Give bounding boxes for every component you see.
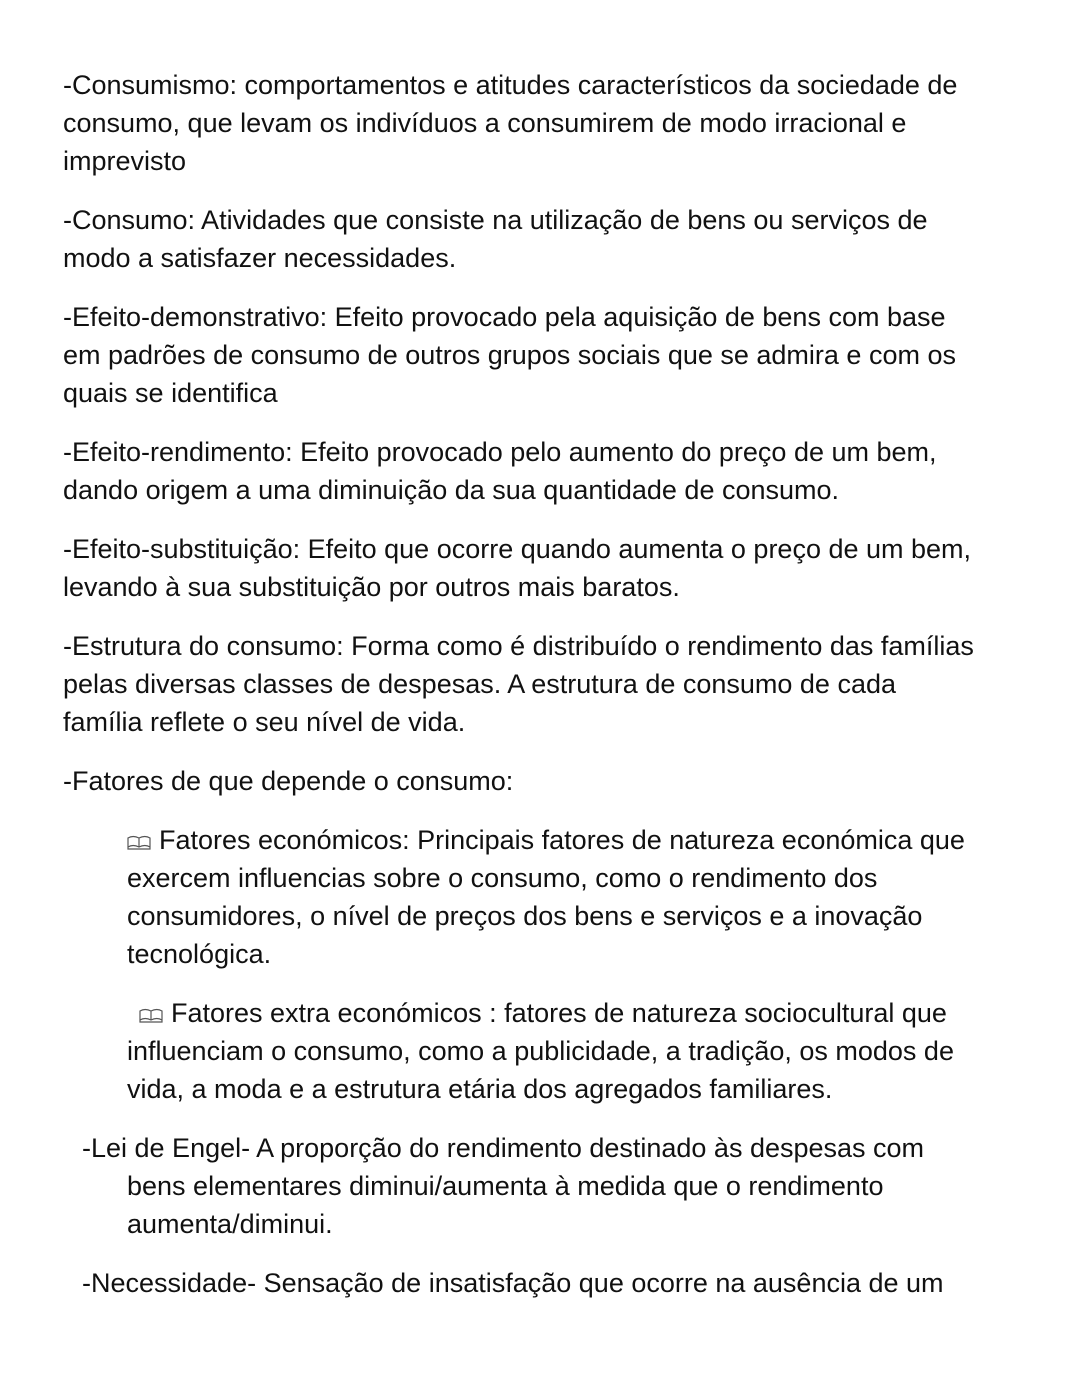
open-book-icon: [139, 1007, 163, 1023]
bullet-text: Fatores extra económicos : fatores de natureza sociocultural que: [171, 998, 947, 1028]
paragraph-line: modo a satisfazer necessidades.: [63, 243, 457, 273]
document-body: [63, 66, 1053, 1323]
paragraph-line: consumo, que levam os indivíduos a consumirem de modo irracional e: [63, 108, 907, 138]
bullet-text: exercem influencias sobre o consumo, como o rendimento dos: [127, 863, 878, 893]
definition-paragraph: [63, 298, 1053, 412]
paragraph-engel-law: [63, 1129, 1053, 1243]
bullet-text: vida, a moda e a estrutura etária dos agregados familiares.: [127, 1074, 833, 1104]
paragraph-line: -Consumo: Atividades que consiste na utilização de bens ou serviços de: [63, 205, 928, 235]
paragraph-line: -Consumismo: comportamentos e atitudes característicos da sociedade de: [63, 70, 958, 100]
paragraph-line: -Efeito-substituição: Efeito que ocorre quando aumenta o preço de um bem,: [63, 534, 972, 564]
paragraph-line: aumenta/diminui.: [127, 1209, 333, 1239]
paragraph-line: imprevisto: [63, 146, 187, 176]
definition-paragraph: [63, 433, 1053, 509]
paragraph-line: -Efeito-demonstrativo: Efeito provocado pela aquisição de bens com base: [63, 302, 946, 332]
paragraph-line: -Efeito-rendimento: Efeito provocado pelo aumento do preço de um bem,: [63, 437, 937, 467]
bullet-extra-economic-factors: [63, 994, 1053, 1108]
paragraph-line: quais se identifica: [63, 378, 278, 408]
definition-paragraph: [63, 530, 1053, 606]
paragraph-line: -Lei de Engel- A proporção do rendimento destinado às despesas com: [82, 1133, 925, 1163]
definition-paragraph: [63, 762, 1053, 800]
paragraph-line: pelas diversas classes de despesas. A estrutura de consumo de cada: [63, 669, 896, 699]
paragraph-line: família reflete o seu nível de vida.: [63, 707, 466, 737]
bullet-text: consumidores, o nível de preços dos bens e serviços e a inovação: [127, 901, 923, 931]
paragraph-line: -Estrutura do consumo: Forma como é distribuído o rendimento das famílias: [63, 631, 974, 661]
definition-paragraph: [63, 627, 1053, 741]
paragraph-line: em padrões de consumo de outros grupos sociais que se admira e com os: [63, 340, 956, 370]
paragraph-line: dando origem a uma diminuição da sua quantidade de consumo.: [63, 475, 840, 505]
paragraph-necessity: [63, 1264, 1053, 1302]
definition-paragraph: [63, 201, 1053, 277]
paragraph-line: -Necessidade- Sensação de insatisfação que ocorre na ausência de um: [82, 1268, 944, 1298]
definition-paragraph: [63, 66, 1053, 180]
bullet-text: Fatores económicos: Principais fatores de natureza económica que: [159, 825, 965, 855]
paragraph-line: bens elementares diminui/aumenta à medida que o rendimento: [127, 1171, 884, 1201]
open-book-icon: [127, 834, 151, 850]
paragraph-line: -Fatores de que depende o consumo:: [63, 766, 514, 796]
bullet-text: influenciam o consumo, como a publicidade, a tradição, os modos de: [127, 1036, 954, 1066]
bullet-economic-factors: [63, 821, 1053, 973]
bullet-text: tecnológica.: [127, 939, 272, 969]
paragraph-line: levando à sua substituição por outros mais baratos.: [63, 572, 680, 602]
